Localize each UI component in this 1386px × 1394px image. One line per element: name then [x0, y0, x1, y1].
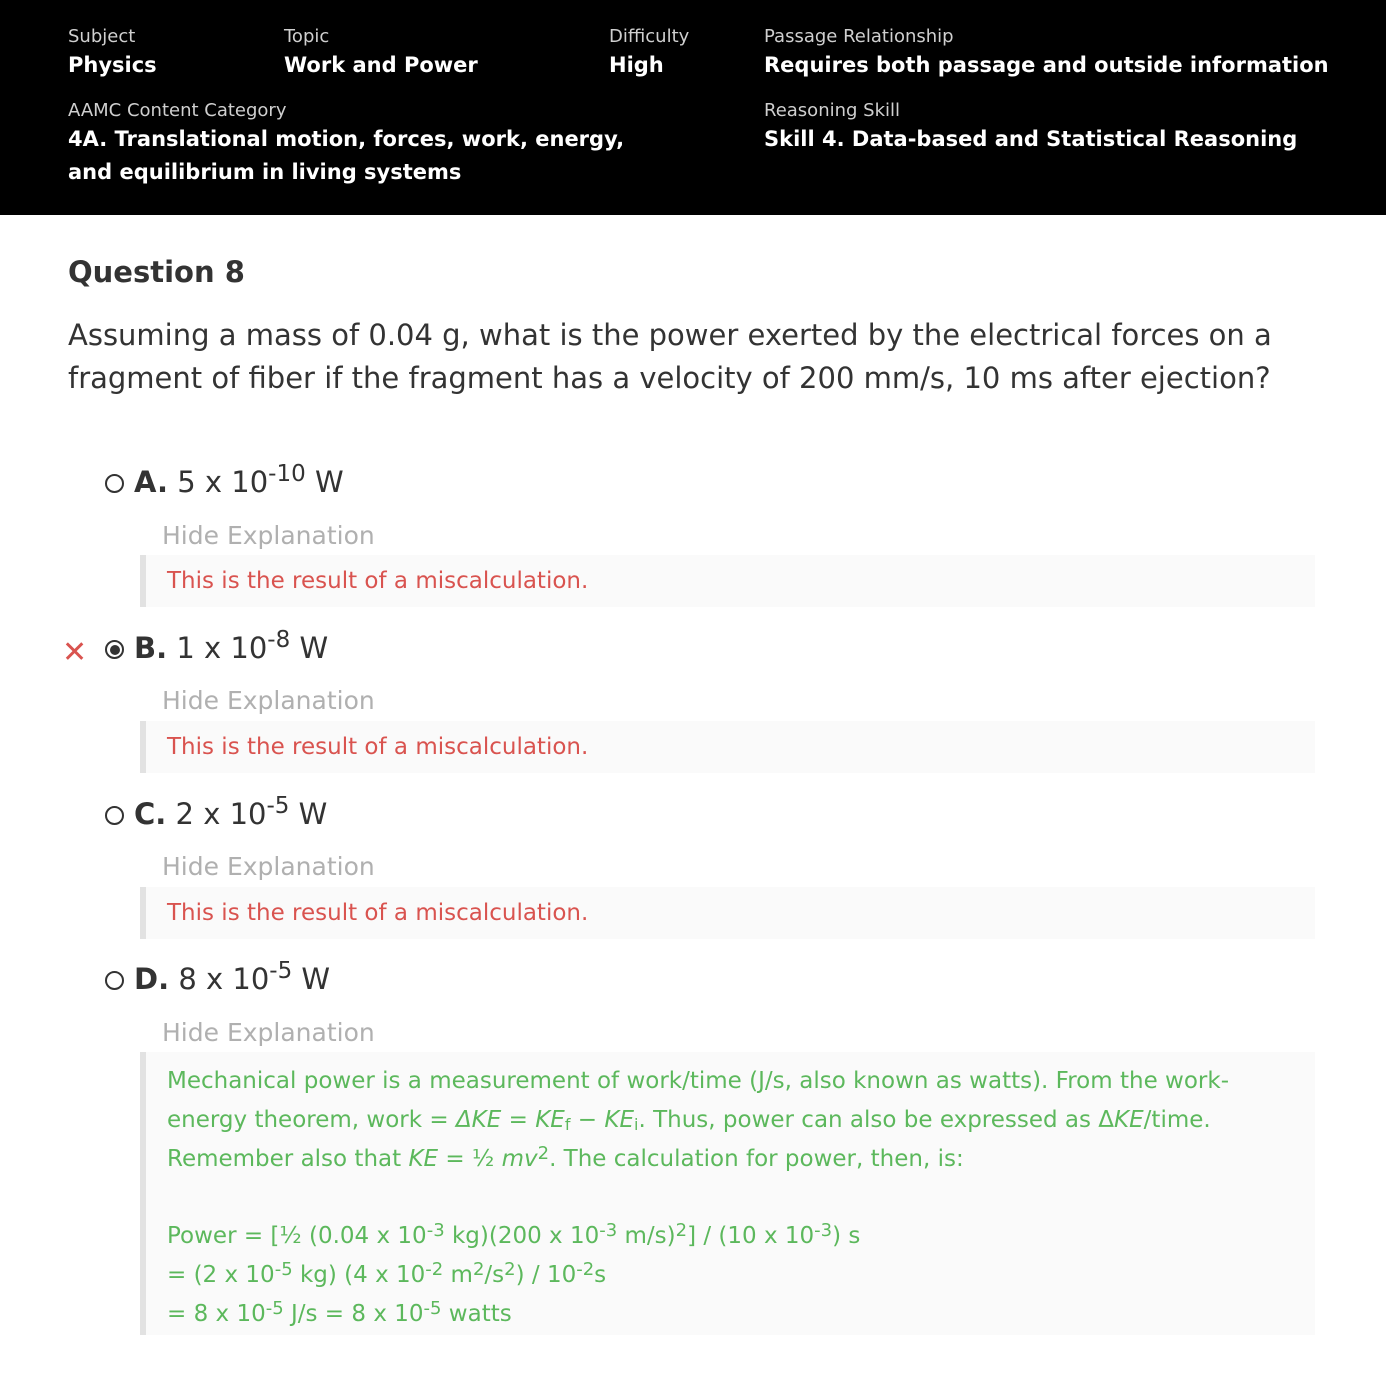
- content-category-value: 4A. Translational motion, forces, work, energy, and equilibrium in living systems: [68, 127, 625, 184]
- option-mantissa: 2 x 10: [175, 797, 267, 831]
- radio-icon[interactable]: [105, 971, 124, 990]
- topic-label: Topic: [284, 26, 330, 47]
- ke-final: KE: [535, 1107, 565, 1133]
- exponent: -5: [423, 1298, 442, 1319]
- question-title: Question 8: [68, 255, 245, 289]
- calc-line-3: [167, 1295, 1295, 1334]
- reasoning-skill-value: Skill 4. Data-based and Statistical Reasoning: [764, 127, 1298, 151]
- option-unit: W: [305, 465, 344, 499]
- content-category-meta: [68, 99, 668, 189]
- radio-icon[interactable]: [105, 474, 124, 493]
- reasoning-skill-meta: [764, 99, 1297, 156]
- explanation-panel: [140, 721, 1315, 773]
- calc-text: m/s): [617, 1223, 676, 1249]
- subject-meta: [68, 25, 157, 82]
- calc-text: s: [594, 1262, 607, 1288]
- explanation-paragraph: [167, 1062, 1295, 1179]
- delta-ke: ΔKE: [455, 1107, 502, 1133]
- hide-explanation-link[interactable]: Hide Explanation: [162, 852, 375, 881]
- calc-text: kg) (4 x 10: [292, 1262, 426, 1288]
- option-exponent: -5: [266, 793, 290, 819]
- explanation-text: . The calculation for power, then, is:: [549, 1146, 964, 1172]
- option-letter: C.: [134, 797, 167, 831]
- passage-relationship-label: Passage Relationship: [764, 26, 954, 47]
- passage-relationship-meta: [764, 25, 1329, 82]
- subject-label: Subject: [68, 26, 136, 47]
- mv-term: mv: [501, 1146, 538, 1172]
- question-stem: Assuming a mass of 0.04 g, what is the power exerted by the electrical forces on a fragment of fiber if the fragment has a velocity of 200 mm/s, 10 ms after ejection?: [68, 318, 1272, 395]
- radio-icon[interactable]: [105, 806, 124, 825]
- explanation-text: −: [570, 1107, 605, 1133]
- option-letter: B.: [134, 631, 168, 665]
- explanation-text: This is the result of a miscalculation.: [167, 568, 589, 594]
- subscript-i: i: [634, 1115, 639, 1134]
- topic-value: Work and Power: [284, 53, 478, 77]
- explanation-text: This is the result of a miscalculation.: [167, 734, 589, 760]
- option-label[interactable]: [134, 628, 328, 668]
- ke-term: KE: [1114, 1107, 1144, 1133]
- exponent: 2: [504, 1259, 516, 1280]
- option-unit: W: [292, 962, 331, 996]
- option-exponent: -5: [269, 958, 293, 984]
- power-calculation: [167, 1217, 1295, 1334]
- explanation-panel: [140, 887, 1315, 939]
- option-unit: W: [290, 631, 329, 665]
- exponent: 2: [675, 1220, 688, 1241]
- question-metadata-header: [0, 0, 1386, 215]
- option-label[interactable]: [134, 462, 344, 502]
- calc-text: ] / (10 x 10: [687, 1223, 815, 1249]
- calc-text: J/s = 8 x 10: [283, 1301, 424, 1327]
- option-label[interactable]: [134, 959, 330, 999]
- exponent: 2: [537, 1143, 550, 1164]
- content-category-label: AAMC Content Category: [68, 100, 287, 121]
- explanation-text: /time. Remember also that: [167, 1107, 1211, 1172]
- exponent: -3: [599, 1220, 618, 1241]
- calc-text: /s: [484, 1262, 505, 1288]
- option-mantissa: 5 x 10: [177, 465, 269, 499]
- passage-relationship-value: Requires both passage and outside information: [764, 53, 1329, 77]
- hide-explanation-link[interactable]: Hide Explanation: [162, 521, 375, 550]
- option-label[interactable]: [134, 794, 327, 834]
- calc-text: watts: [441, 1301, 512, 1327]
- difficulty-label: Difficulty: [609, 26, 690, 47]
- option-exponent: -8: [267, 627, 291, 653]
- explanation-text: = ½: [438, 1146, 502, 1172]
- calc-text: ) / 10: [515, 1262, 577, 1288]
- ke-initial: KE: [604, 1107, 635, 1133]
- option-mantissa: 1 x 10: [176, 631, 268, 665]
- exponent: -2: [576, 1259, 595, 1280]
- calc-text: = (2 x 10: [167, 1262, 275, 1288]
- calc-line-2: [167, 1256, 1295, 1295]
- option-exponent: -10: [268, 461, 306, 487]
- calc-line-1: [167, 1217, 1295, 1256]
- exponent: -3: [814, 1220, 833, 1241]
- calc-text: = 8 x 10: [167, 1301, 266, 1327]
- calc-text: ) s: [832, 1223, 861, 1249]
- topic-meta: [284, 25, 478, 82]
- calc-text: m: [443, 1262, 473, 1288]
- reasoning-skill-label: Reasoning Skill: [764, 100, 901, 121]
- calc-text: Power = [½ (0.04 x 10: [167, 1223, 427, 1249]
- exponent: -3: [426, 1220, 445, 1241]
- hide-explanation-link[interactable]: Hide Explanation: [162, 686, 375, 715]
- exponent: -5: [274, 1259, 293, 1280]
- exponent: -5: [265, 1298, 284, 1319]
- difficulty-meta: [609, 25, 689, 82]
- option-letter: A.: [134, 465, 168, 499]
- subscript-f: f: [564, 1115, 571, 1134]
- explanation-text: =: [501, 1107, 536, 1133]
- radio-selected-icon[interactable]: [105, 640, 124, 659]
- incorrect-x-icon: ✕: [62, 635, 88, 670]
- calc-text: kg)(200 x 10: [444, 1223, 600, 1249]
- explanation-text: . Thus, power can also be expressed as Δ: [638, 1107, 1115, 1133]
- subject-value: Physics: [68, 53, 157, 77]
- option-unit: W: [289, 797, 328, 831]
- ke-term: KE: [408, 1146, 439, 1172]
- correct-explanation-panel: [140, 1052, 1315, 1335]
- difficulty-value: High: [609, 53, 664, 77]
- option-mantissa: 8 x 10: [178, 962, 270, 996]
- exponent: -2: [425, 1259, 444, 1280]
- option-letter: D.: [134, 962, 170, 996]
- hide-explanation-link[interactable]: Hide Explanation: [162, 1018, 375, 1047]
- explanation-text: Mechanical power is a measurement of work/time (J/s, also known as watts). From the work-energy theorem, work =: [167, 1068, 1229, 1133]
- explanation-panel: [140, 555, 1315, 607]
- exponent: 2: [472, 1259, 485, 1280]
- explanation-text: This is the result of a miscalculation.: [167, 900, 589, 926]
